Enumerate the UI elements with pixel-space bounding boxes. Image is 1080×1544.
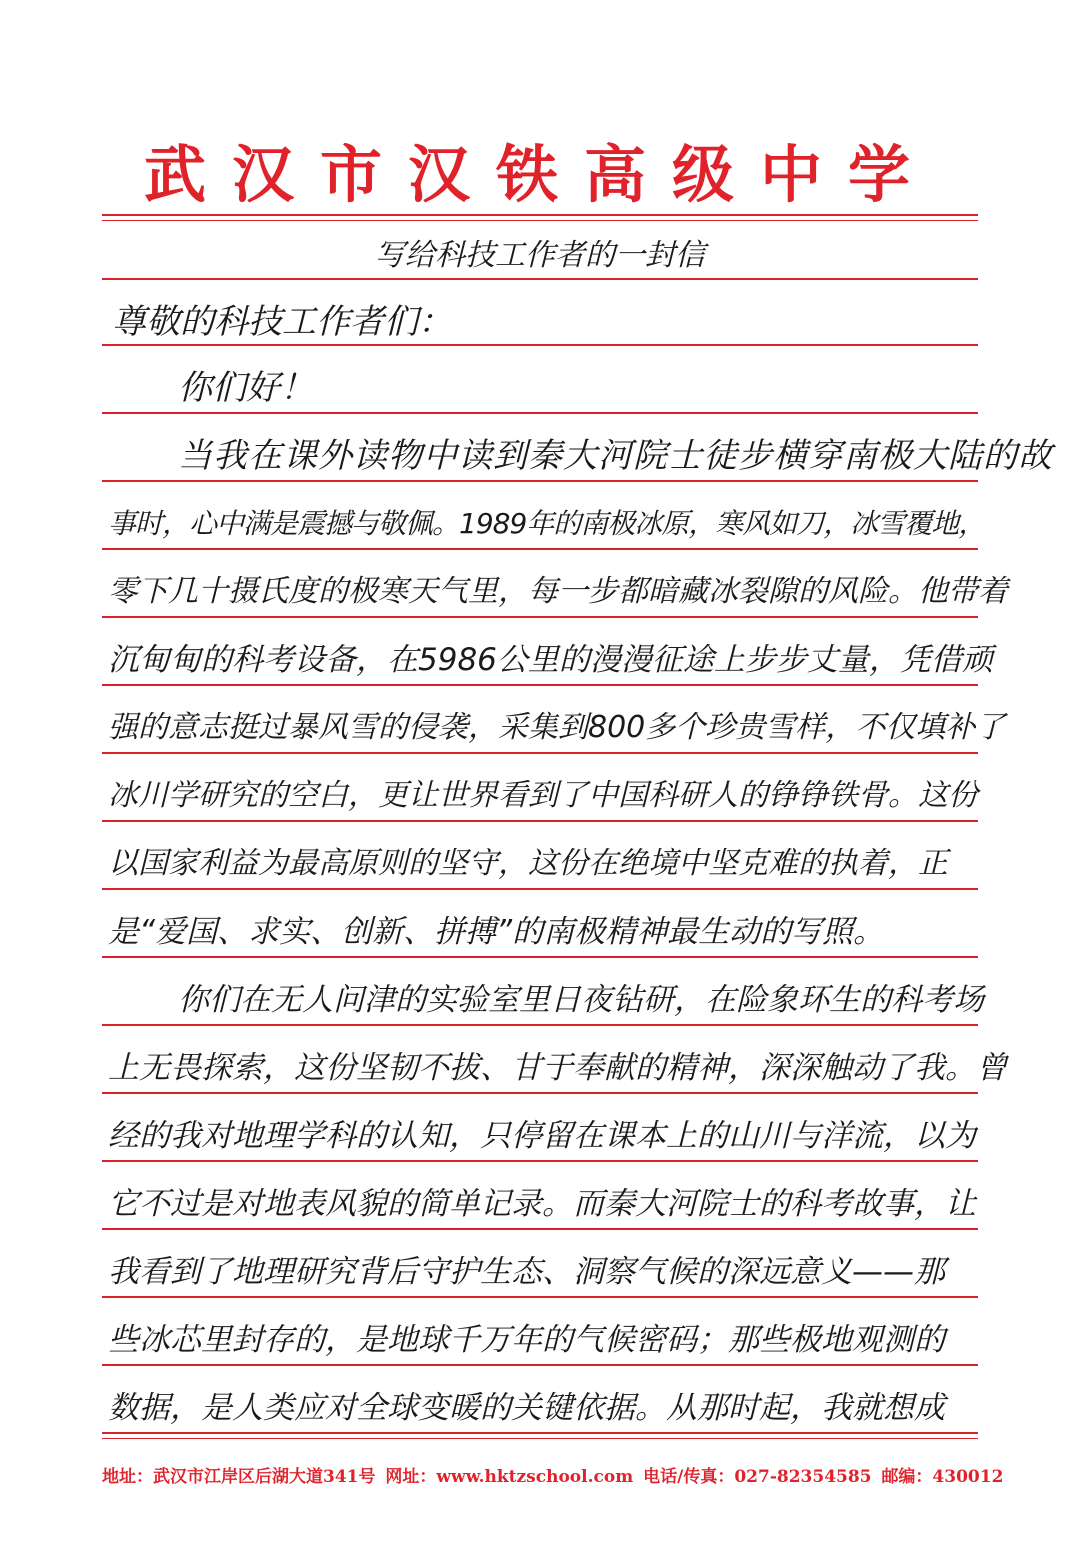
letter-line: 我看到了地理研究背后守护生态、洞察气候的深远意义——那 — [108, 1254, 945, 1290]
letterhead-rule-bottom — [102, 220, 978, 221]
letterhead-footer — [102, 1462, 1004, 1492]
writing-rule — [102, 278, 978, 280]
letter-line: 上无畏探索，这份坚韧不拔、甘于奉献的精神，深深触动了我。曾 — [108, 1050, 1007, 1086]
letter-line: 是“爱国、求实、创新、拼搏”的南极精神最生动的写照。 — [108, 914, 885, 950]
footer-address: 地址：武汉市江岸区后湖大道341号 — [102, 1467, 376, 1487]
writing-rule — [102, 1024, 978, 1026]
writing-rule — [102, 956, 978, 958]
letterhead-rule-top — [102, 214, 978, 216]
footer-website: 网址：www.hktzschool.com — [385, 1467, 634, 1487]
letter-line: 你们在无人问津的实验室里日夜钻研，在险象环生的科考场 — [178, 982, 984, 1018]
writing-rule — [102, 820, 978, 822]
letter-line: 强的意志挺过暴风雪的侵袭，采集到800多个珍贵雪样，不仅填补了 — [108, 710, 1006, 745]
greeting: 你们好！ — [178, 368, 314, 408]
letter-line: 它不过是对地表风貌的简单记录。而秦大河院士的科考故事，让 — [108, 1186, 976, 1222]
letter-line: 经的我对地理学科的认知，只停留在课本上的山川与洋流，以为 — [108, 1118, 976, 1154]
writing-rule — [102, 888, 978, 890]
writing-rule — [102, 752, 978, 754]
school-letterhead-title: 武汉市汉铁高级中学 — [143, 138, 936, 211]
letter-title: 写给科技工作者的一封信 — [375, 238, 705, 273]
writing-rule — [102, 1364, 978, 1366]
writing-rule — [102, 684, 978, 686]
writing-rule — [102, 548, 978, 550]
writing-rule — [102, 1228, 978, 1230]
writing-rule — [102, 1092, 978, 1094]
letter-line: 当我在课外读物中读到秦大河院士徒步横穿南极大陆的故 — [178, 436, 1053, 476]
writing-rule — [102, 1160, 978, 1162]
salutation: 尊敬的科技工作者们： — [112, 302, 452, 342]
writing-rule — [102, 344, 978, 346]
writing-rule — [102, 480, 978, 482]
writing-rule — [102, 1296, 978, 1298]
writing-rule — [102, 616, 978, 618]
letter-line: 以国家利益为最高原则的坚守，这份在绝境中坚克难的执着，正 — [108, 846, 948, 881]
letter-line: 数据，是人类应对全球变暖的关键依据。从那时起，我就想成 — [108, 1390, 945, 1426]
footer-phone: 电话/传真：027-82354585 — [643, 1467, 872, 1487]
footer-postcode: 邮编：430012 — [881, 1467, 1004, 1487]
letter-line: 冰川学研究的空白，更让世界看到了中国科研人的铮铮铁骨。这份 — [108, 778, 978, 813]
footer-rule-bottom — [102, 1438, 978, 1439]
letter-line: 沉甸甸的科考设备，在5986公里的漫漫征途上步步丈量，凭借顽 — [108, 642, 993, 678]
letter-line: 零下几十摄氏度的极寒天气里，每一步都暗藏冰裂隙的风险。他带着 — [108, 574, 1008, 609]
letter-line: 事时，心中满是震撼与敬佩。1989年的南极冰原，寒风如刀，冰雪覆地， — [108, 507, 986, 540]
letter-line: 些冰芯里封存的，是地球千万年的气候密码；那些极地观测的 — [108, 1322, 945, 1358]
footer-rule-top — [102, 1432, 978, 1434]
writing-rule — [102, 412, 978, 414]
